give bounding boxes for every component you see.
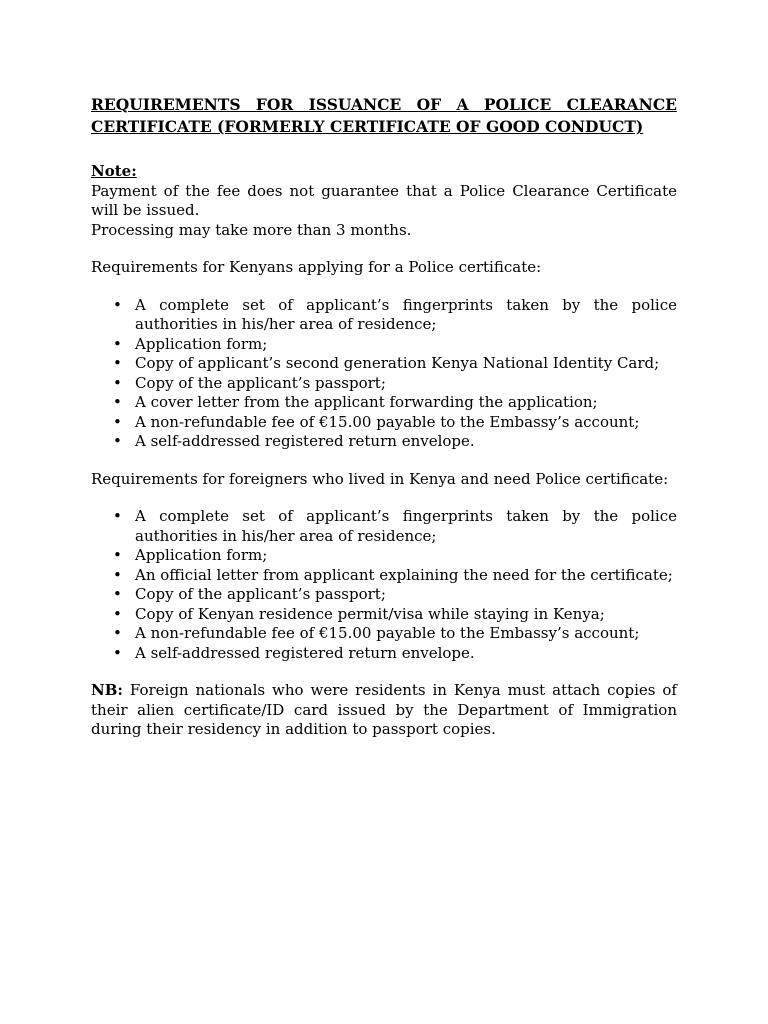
list-item-text: A non-refundable fee of €15.00 payable to the Embassy’s account; — [135, 412, 640, 431]
bullet-icon: • — [113, 354, 122, 372]
list-item-text: Copy of the applicant’s passport; — [135, 585, 386, 603]
list-item — [91, 546, 677, 566]
list-item — [91, 566, 677, 586]
kenyans-requirements-list — [91, 296, 677, 452]
bullet-icon: • — [113, 432, 122, 450]
bullet-icon: • — [113, 334, 122, 353]
bullet-icon: • — [113, 373, 122, 392]
list-item — [91, 354, 677, 374]
foreigners-requirements-list — [91, 507, 677, 663]
bullet-icon: • — [113, 546, 122, 564]
kenyans-intro: Requirements for Kenyans applying for a Police certificate: — [91, 258, 542, 276]
bullet-icon: • — [113, 585, 122, 603]
list-item-text: A complete set of applicant’s fingerprints taken by the police authorities in his/her area of residence; — [135, 295, 677, 333]
list-item-text: Application form; — [135, 546, 268, 564]
title-line-1: REQUIREMENTS FOR ISSUANCE OF A POLICE CLEARANCE — [91, 95, 677, 114]
document-title — [91, 94, 677, 138]
bullet-icon: • — [113, 624, 122, 642]
foreigners-intro: Requirements for foreigners who lived in Kenya and need Police certificate: — [91, 469, 669, 488]
note-text-fee: Payment of the fee does not guarantee that a Police Clearance Certificate will be issued. — [91, 181, 677, 219]
note-text-processing: Processing may take more than 3 months. — [91, 220, 412, 239]
list-item — [91, 374, 677, 394]
list-item-text: A complete set of applicant’s fingerprints taken by the police authorities in his/her area of residence; — [135, 507, 677, 545]
bullet-icon: • — [113, 393, 122, 411]
list-item — [91, 624, 677, 644]
note-label: Note: — [91, 162, 137, 180]
list-item-text: A self-addressed registered return envelope. — [135, 432, 475, 450]
list-item-text: A self-addressed registered return envelope. — [135, 643, 475, 662]
spacer — [91, 240, 677, 258]
list-item — [91, 393, 677, 413]
bullet-icon: • — [113, 412, 122, 431]
list-item — [91, 413, 677, 433]
list-item-text: Copy of the applicant’s passport; — [135, 373, 386, 392]
list-item — [91, 335, 677, 355]
list-item — [91, 605, 677, 625]
list-item — [91, 507, 677, 546]
list-item-text: Copy of applicant’s second generation Kenya National Identity Card; — [135, 354, 660, 372]
bullet-icon: • — [113, 507, 122, 525]
nb-paragraph — [91, 681, 677, 740]
nb-label: NB: — [91, 681, 123, 699]
list-item-text: A non-refundable fee of €15.00 payable to the Embassy’s account; — [135, 624, 640, 642]
bullet-icon: • — [113, 565, 122, 584]
list-item — [91, 432, 677, 452]
list-item — [91, 644, 677, 664]
list-item-text: An official letter from applicant explaining the need for the certificate; — [135, 565, 673, 584]
list-item — [91, 296, 677, 335]
bullet-icon: • — [113, 643, 122, 662]
list-item — [91, 585, 677, 605]
bullet-icon: • — [113, 295, 122, 314]
document-page — [91, 94, 677, 740]
nb-text: Foreign nationals who were residents in Kenya must attach copies of their alien certificate/ID card issued by the Department of Immigration during their residency in addition to passport copies. — [91, 681, 677, 738]
list-item-text: Application form; — [135, 334, 268, 353]
bullet-icon: • — [113, 604, 122, 623]
list-item-text: Copy of Kenyan residence permit/visa while staying in Kenya; — [135, 604, 605, 623]
title-line-2: CERTIFICATE (FORMERLY CERTIFICATE OF GOOD CONDUCT) — [91, 117, 644, 136]
list-item-text: A cover letter from the applicant forwarding the application; — [135, 393, 598, 411]
